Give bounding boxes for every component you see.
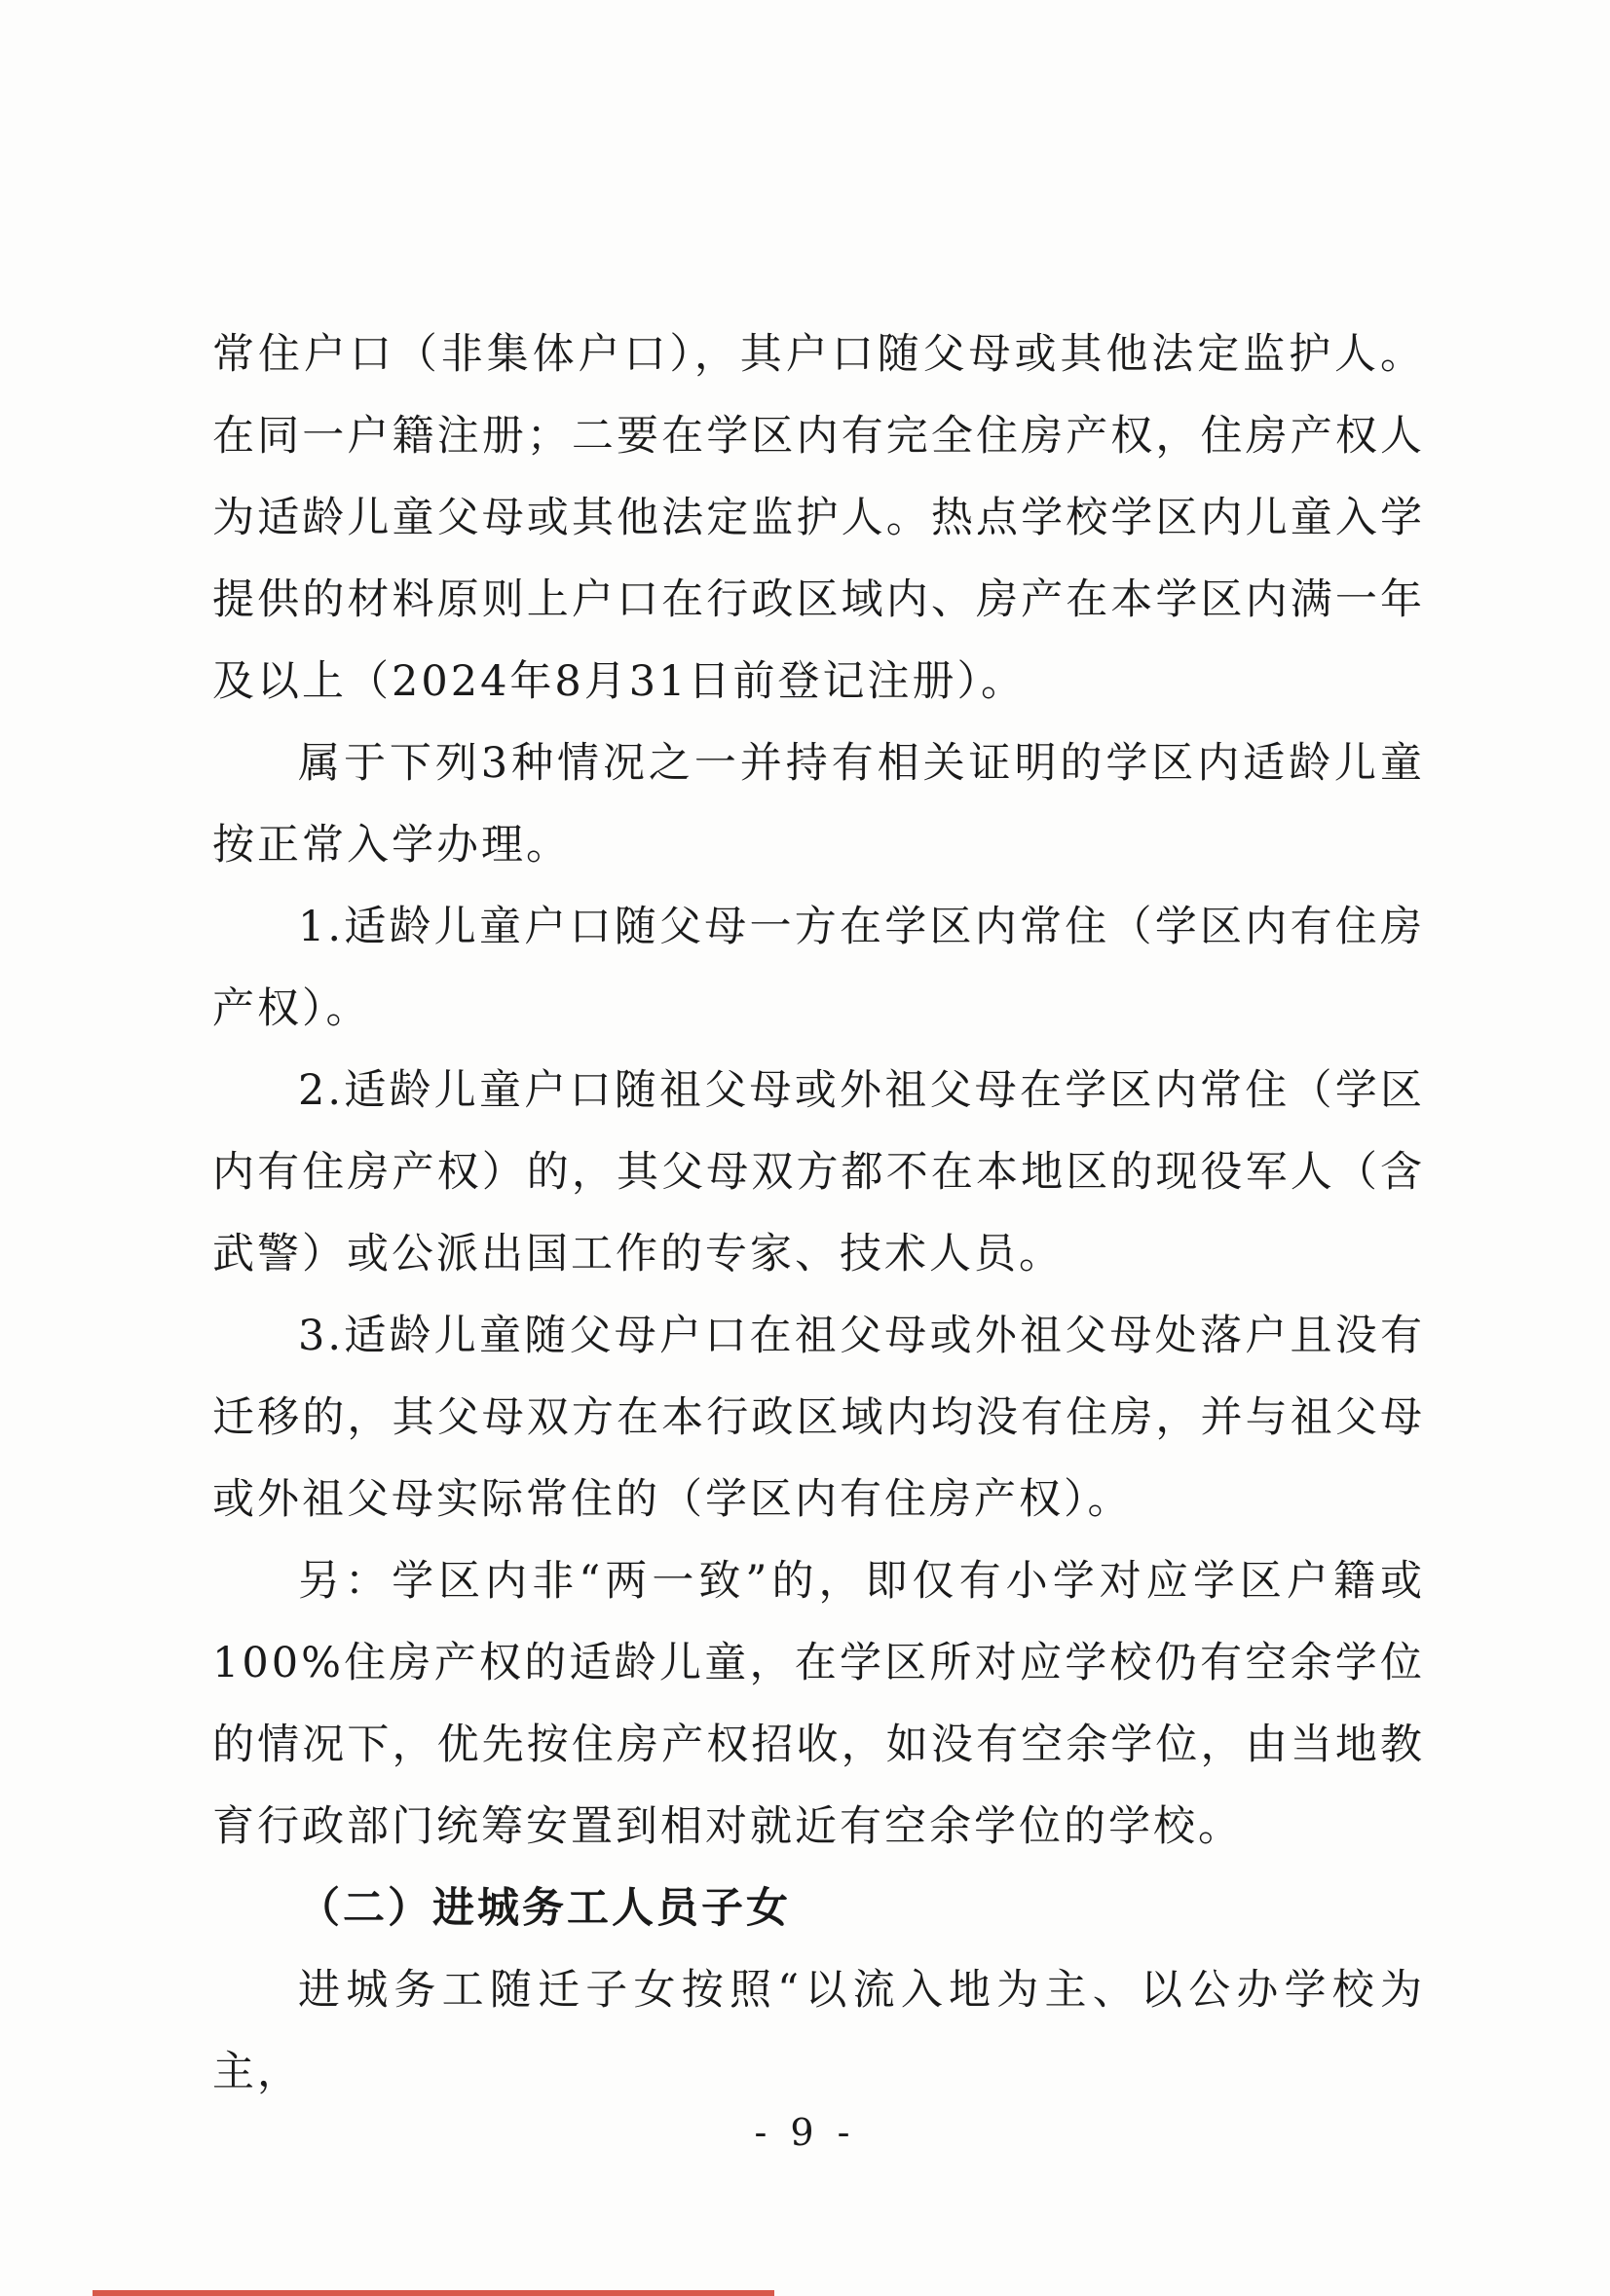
paragraph-migrant-children: 进城务工随迁子女按照“以流入地为主、以公办学校为主， (212, 1966, 1425, 2096)
paragraph-continuation: 常住户口（非集体户口），其户口随父母或其他法定监护人。在同一户籍注册；二要在学区内有完全住房产权，住房产权人为适龄儿童父母或其他法定监护人。热点学校学区内儿童入学提供的材料原则上户口在行政区域内、房产在本学区内满一年及以上（2024年8月31日前登记注册）。 (212, 330, 1425, 706)
paragraph-condition-3: 3.适龄儿童随父母户口在祖父母或外祖父母处落户且没有迁移的，其父母双方在本行政区域内均没有住房，并与祖父母或外祖父母实际常住的（学区内有住房产权）。 (212, 1312, 1425, 1524)
paragraph-conditions-intro: 属于下列3种情况之一并持有相关证明的学区内适龄儿童按正常入学办理。 (212, 739, 1425, 870)
page-number: - 9 - (754, 2111, 856, 2154)
document-body (212, 314, 1425, 2113)
section-heading-migrant-children: （二）进城务工人员子女 (298, 1884, 791, 1933)
paragraph-condition-2: 2.适龄儿童户口随祖父母或外祖父母在学区内常住（学区内有住房产权）的，其父母双方都不在本地区的现役军人（含武警）或公派出国工作的专家、技术人员。 (212, 1066, 1425, 1278)
scan-edge-mark (93, 2290, 774, 2296)
paragraph-additional-note: 另：学区内非“两一致”的，即仅有小学对应学区户籍或100%住房产权的适龄儿童，在学区所对应学校仍有空余学位的情况下，优先按住房产权招收，如没有空余学位，由当地教育行政部门统筹安置到相对就近有空余学位的学校。 (212, 1557, 1425, 1851)
paragraph-condition-1: 1.适龄儿童户口随父母一方在学区内常住（学区内有住房产权）。 (212, 903, 1425, 1033)
